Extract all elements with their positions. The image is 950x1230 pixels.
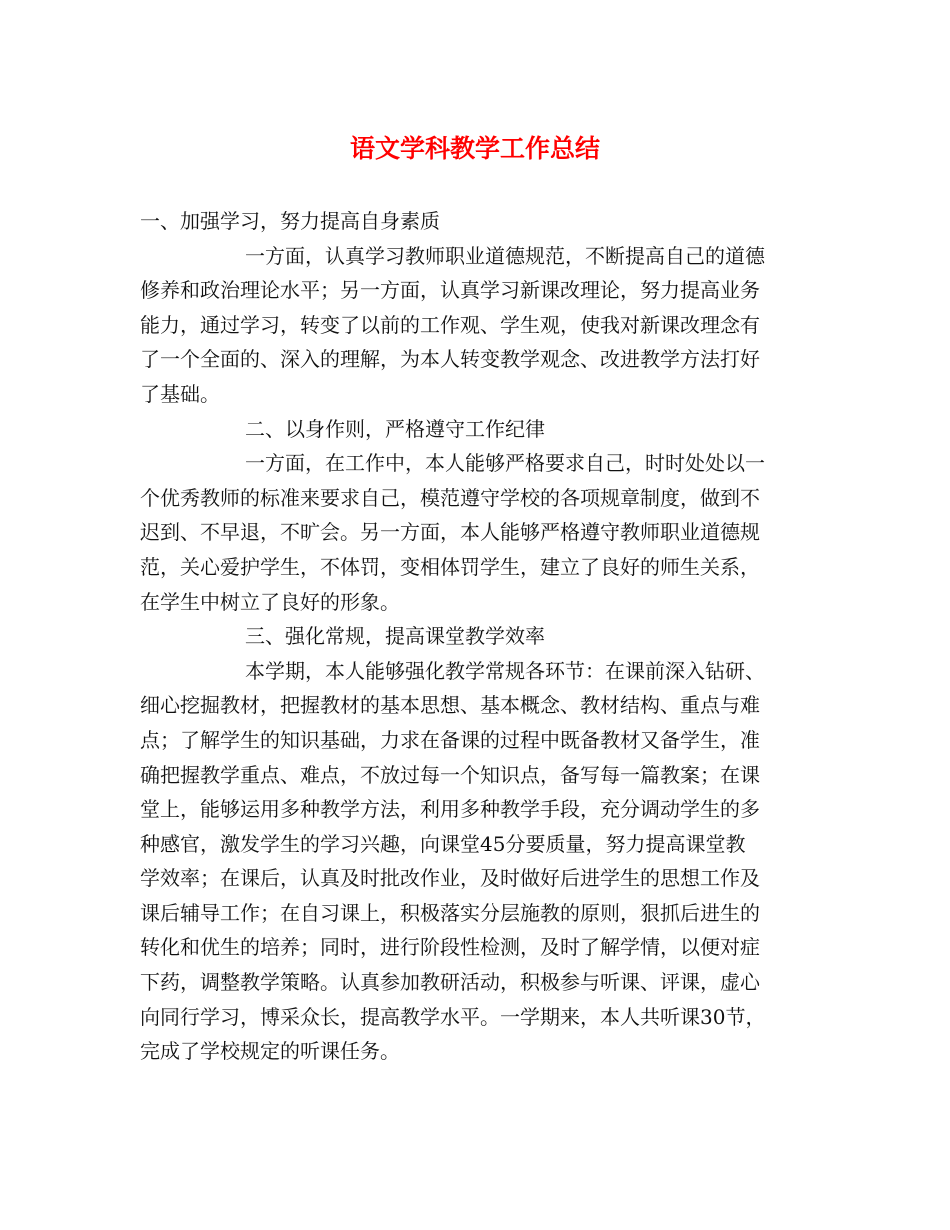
paragraph-line: 堂上，能够运用多种教学方法，利用多种教学手段，充分调动学生的多 — [140, 797, 760, 822]
paragraph-line: 一方面，在工作中，本人能够严格要求自己，时时处处以一 — [245, 451, 765, 476]
paragraph-line: 了基础。 — [140, 381, 220, 406]
paragraph-line: 学效率；在课后，认真及时批改作业，及时做好后进学生的思想工作及 — [140, 866, 760, 891]
paragraph-line: 迟到、不早退，不旷会。另一方面，本人能够严格遵守教师职业道德规 — [140, 520, 760, 545]
paragraph-line: 在学生中树立了良好的形象。 — [140, 589, 400, 614]
paragraph-line: 下药，调整教学策略。认真参加教研活动，积极参与听课、评课，虚心 — [140, 970, 760, 995]
section-heading-1: 一、加强学习，努力提高自身素质 — [140, 209, 440, 233]
paragraph-line: 范，关心爱护学生，不体罚，变相体罚学生，建立了良好的师生关系， — [140, 554, 760, 579]
paragraph-line: 修养和政治理论水平；另一方面，认真学习新课改理论，努力提高业务 — [140, 278, 760, 303]
paragraph-line: 点；了解学生的知识基础，力求在备课的过程中既备教材又备学生，准 — [140, 727, 760, 752]
section-heading-3: 三、强化常规，提高课堂教学效率 — [245, 624, 545, 649]
paragraph-line: 本学期，本人能够强化教学常规各环节：在课前深入钻研、 — [245, 658, 765, 683]
paragraph-line: 课后辅导工作；在自习课上，积极落实分层施教的原则，狠抓后进生的 — [140, 900, 760, 925]
paragraph-line: 能力，通过学习，转变了以前的工作观、学生观，使我对新课改理念有 — [140, 312, 760, 337]
paragraph-line: 转化和优生的培养；同时，进行阶段性检测，及时了解学情，以便对症 — [140, 935, 760, 960]
paragraph-line: 个优秀教师的标准来要求自己，模范遵守学校的各项规章制度，做到不 — [140, 485, 760, 510]
document-title: 语文学科教学工作总结 — [349, 134, 600, 163]
paragraph-line: 确把握教学重点、难点，不放过每一个知识点，备写每一篇教案；在课 — [140, 762, 760, 787]
paragraph-line: 种感官，激发学生的学习兴趣，向课堂45分要质量，努力提高课堂教 — [140, 831, 746, 856]
paragraph-line: 一方面，认真学习教师职业道德规范，不断提高自己的道德 — [245, 243, 765, 268]
paragraph-line: 了一个全面的、深入的理解，为本人转变教学观念、改进教学方法打好 — [140, 347, 760, 372]
paragraph-line: 完成了学校规定的听课任务。 — [140, 1039, 400, 1064]
paragraph-line: 向同行学习，博采众长，提高教学水平。一学期来，本人共听课30节， — [140, 1004, 766, 1029]
section-heading-2: 二、以身作则，严格遵守工作纪律 — [245, 416, 545, 441]
paragraph-line: 细心挖掘教材，把握教材的基本思想、基本概念、教材结构、重点与难 — [140, 693, 760, 718]
document-body — [140, 204, 815, 1069]
